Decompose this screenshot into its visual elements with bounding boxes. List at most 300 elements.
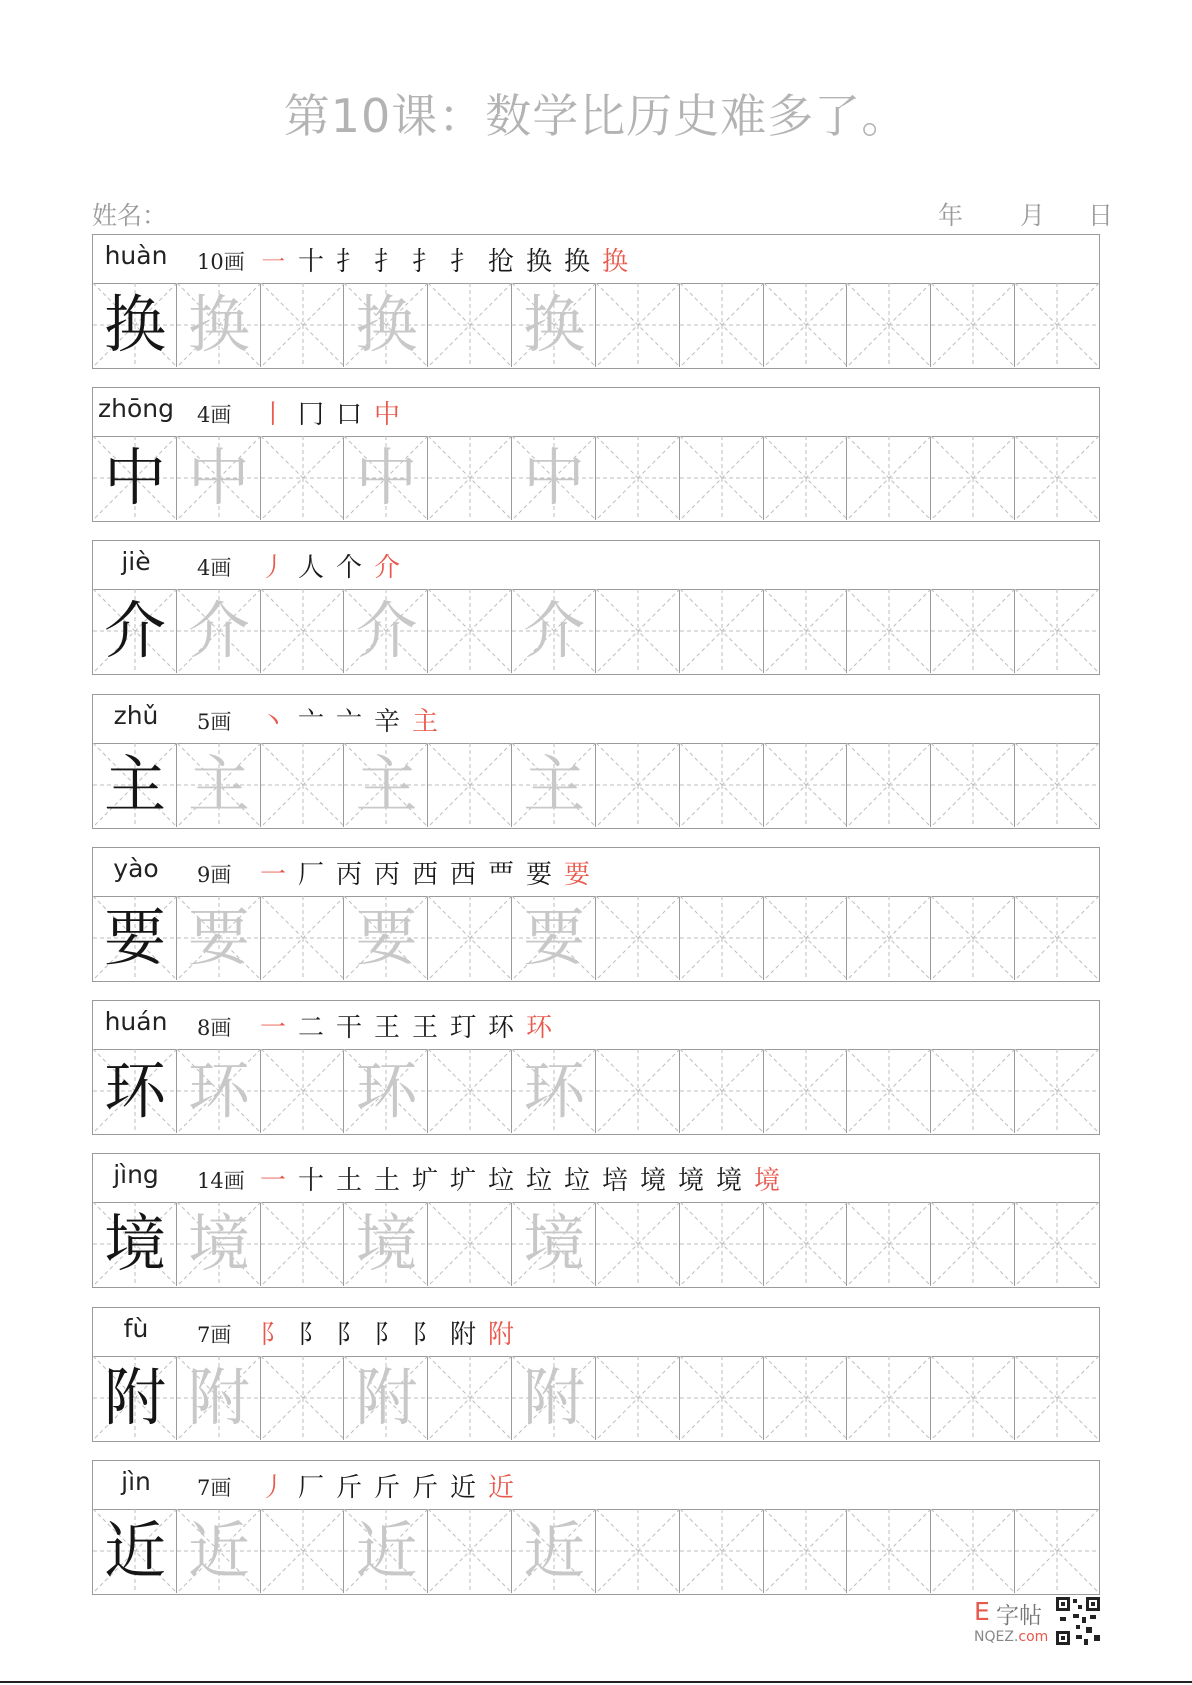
trace-character: 附 [187, 1361, 250, 1434]
stroke-step: 土 [335, 1165, 362, 1196]
writing-cell[interactable] [512, 589, 596, 673]
model-character: 介 [103, 594, 166, 667]
writing-cell[interactable] [512, 436, 596, 520]
stroke-step: 人 [297, 552, 324, 583]
trace-character: 主 [523, 748, 586, 821]
writing-cell[interactable] [1015, 1509, 1099, 1593]
stroke-order [259, 394, 401, 430]
mi-grid-guides [1015, 1509, 1099, 1593]
writing-cell[interactable] [428, 896, 512, 980]
trace-character: 换 [523, 288, 586, 361]
stroke-step: 境 [715, 1165, 742, 1196]
stroke-order [259, 1007, 553, 1043]
mi-grid-guides [428, 896, 512, 980]
stroke-step: 厂 [297, 1472, 324, 1503]
stroke-order [259, 1314, 515, 1350]
stroke-step: 圹 [411, 1165, 438, 1196]
mi-grid-guides [847, 896, 931, 980]
writing-cell[interactable] [596, 1356, 680, 1440]
writing-cell[interactable] [764, 283, 848, 367]
writing-cell[interactable] [93, 1202, 177, 1286]
stroke-step: 十 [297, 1165, 324, 1196]
writing-cell[interactable] [93, 896, 177, 980]
stroke-step: 斤 [335, 1472, 362, 1503]
trace-character: 中 [355, 441, 418, 514]
stroke-step: 附 [487, 1319, 514, 1350]
mi-grid-guides [764, 1509, 848, 1593]
trace-character: 主 [355, 748, 418, 821]
stroke-step: 一 [259, 1165, 286, 1196]
trace-character: 主 [187, 748, 250, 821]
writing-cell[interactable] [847, 1356, 931, 1440]
stroke-count-label: 7画 [197, 1323, 232, 1347]
stroke-order [259, 241, 629, 277]
writing-cell[interactable] [177, 1202, 261, 1286]
practice-row [92, 1460, 1100, 1595]
writing-cell[interactable] [428, 1356, 512, 1440]
practice-row [92, 847, 1100, 982]
logo-url-suffix: com [1018, 1629, 1049, 1645]
stroke-step: 环 [487, 1012, 514, 1043]
stroke-step: 阝 [259, 1319, 286, 1350]
mi-grid-guides [596, 436, 680, 520]
stroke-step: 抢 [487, 246, 514, 277]
stroke-step: 覀 [487, 859, 514, 890]
writing-cell[interactable] [1015, 1202, 1099, 1286]
writing-cell[interactable] [344, 436, 428, 520]
writing-cell[interactable] [680, 283, 764, 367]
logo-e: E [974, 1597, 990, 1626]
writing-cell[interactable] [1015, 283, 1099, 367]
mi-grid-guides [680, 436, 764, 520]
mi-grid-guides [261, 1202, 345, 1286]
writing-cell[interactable] [931, 1049, 1015, 1133]
writing-cell[interactable] [680, 1049, 764, 1133]
writing-cell[interactable] [931, 283, 1015, 367]
writing-cell[interactable] [344, 283, 428, 367]
stroke-step: 垃 [487, 1165, 514, 1196]
writing-cell[interactable] [596, 283, 680, 367]
trace-character: 要 [355, 901, 418, 974]
model-character: 附 [103, 1361, 166, 1434]
stroke-step: 丿 [259, 552, 286, 583]
stroke-step: 阝 [373, 1319, 400, 1350]
writing-cell[interactable] [1015, 1356, 1099, 1440]
mi-grid-guides [931, 1356, 1015, 1440]
stroke-order [259, 1160, 781, 1196]
mi-grid-guides [261, 1509, 345, 1593]
model-character: 要 [103, 901, 166, 974]
qr-code-icon [1056, 1597, 1100, 1645]
mi-grid-guides [764, 743, 848, 827]
writing-cell[interactable] [680, 1509, 764, 1593]
stroke-step: 主 [411, 706, 438, 737]
pinyin-label: huán [104, 1007, 168, 1036]
writing-grid [93, 1049, 1099, 1133]
trace-character: 要 [523, 901, 586, 974]
mi-grid-guides [261, 436, 345, 520]
mi-grid-guides [1015, 1202, 1099, 1286]
stroke-step: 王 [373, 1012, 400, 1043]
writing-cell[interactable] [428, 589, 512, 673]
writing-cell[interactable] [596, 1202, 680, 1286]
row-header [93, 848, 1099, 897]
mi-grid-guides [680, 589, 764, 673]
writing-cell[interactable] [596, 743, 680, 827]
row-header [93, 1001, 1099, 1050]
writing-cell[interactable] [764, 743, 848, 827]
writing-cell[interactable] [177, 436, 261, 520]
writing-cell[interactable] [764, 896, 848, 980]
mi-grid-guides [764, 1049, 848, 1133]
mi-grid-guides [261, 743, 345, 827]
writing-cell[interactable] [428, 1509, 512, 1593]
writing-cell[interactable] [847, 1049, 931, 1133]
mi-grid-guides [596, 1049, 680, 1133]
writing-cell[interactable] [764, 436, 848, 520]
writing-cell[interactable] [680, 1356, 764, 1440]
stroke-step: 换 [601, 246, 628, 277]
writing-cell[interactable] [931, 1509, 1015, 1593]
date-day-label: 日 [1088, 201, 1114, 230]
stroke-order [259, 1467, 515, 1503]
mi-grid-guides [428, 436, 512, 520]
stroke-count-label: 8画 [197, 1016, 232, 1040]
pinyin-label: jiè [121, 547, 151, 576]
mi-grid-guides [931, 743, 1015, 827]
writing-cell[interactable] [428, 743, 512, 827]
stroke-step: 一 [259, 1012, 286, 1043]
writing-cell[interactable] [764, 1356, 848, 1440]
writing-cell[interactable] [177, 1509, 261, 1593]
mi-grid-guides [1015, 589, 1099, 673]
writing-cell[interactable] [344, 1202, 428, 1286]
mi-grid-guides [1015, 743, 1099, 827]
writing-cell[interactable] [93, 1356, 177, 1440]
stroke-step: 阝 [335, 1319, 362, 1350]
mi-grid-guides [596, 1509, 680, 1593]
writing-cell[interactable] [596, 1049, 680, 1133]
writing-cell[interactable] [177, 743, 261, 827]
pinyin-label: jìn [121, 1467, 151, 1496]
mi-grid-guides [428, 283, 512, 367]
stroke-step: 一 [259, 859, 286, 890]
writing-cell[interactable] [764, 589, 848, 673]
stroke-step: 亠 [335, 706, 362, 737]
stroke-step: 王 [411, 1012, 438, 1043]
writing-cell[interactable] [512, 896, 596, 980]
mi-grid-guides [847, 1202, 931, 1286]
stroke-step: 西 [411, 859, 438, 890]
bottom-rule [0, 1681, 1192, 1683]
practice-row [92, 540, 1100, 675]
writing-cell[interactable] [93, 589, 177, 673]
stroke-step: 中 [373, 399, 400, 430]
stroke-step: 扌 [335, 246, 362, 277]
writing-cell[interactable] [931, 1202, 1015, 1286]
row-header [93, 388, 1099, 437]
pinyin-label: jìng [113, 1160, 159, 1189]
writing-cell[interactable] [764, 1509, 848, 1593]
mi-grid-guides [428, 1356, 512, 1440]
stroke-count-label: 9画 [197, 863, 232, 887]
mi-grid-guides [261, 1049, 345, 1133]
stroke-count-label: 5画 [197, 710, 232, 734]
writing-cell[interactable] [428, 1049, 512, 1133]
mi-grid-guides [596, 743, 680, 827]
writing-cell[interactable] [344, 589, 428, 673]
stroke-step: 冂 [297, 399, 324, 430]
writing-cell[interactable] [512, 743, 596, 827]
trace-character: 换 [187, 288, 250, 361]
mi-grid-guides [261, 1356, 345, 1440]
site-logo [974, 1597, 1104, 1649]
writing-cell[interactable] [261, 589, 345, 673]
writing-cell[interactable] [847, 896, 931, 980]
mi-grid-guides [428, 1202, 512, 1286]
writing-cell[interactable] [93, 436, 177, 520]
mi-grid-guides [847, 1509, 931, 1593]
stroke-step: 换 [525, 246, 552, 277]
logo-zitie: 字帖 [996, 1603, 1042, 1629]
trace-character: 附 [523, 1361, 586, 1434]
mi-grid-guides [680, 896, 764, 980]
writing-cell[interactable] [344, 743, 428, 827]
row-header [93, 1461, 1099, 1510]
stroke-count-label: 4画 [197, 403, 232, 427]
writing-cell[interactable] [1015, 589, 1099, 673]
mi-grid-guides [261, 589, 345, 673]
writing-cell[interactable] [1015, 743, 1099, 827]
stroke-order [259, 701, 439, 737]
stroke-step: 阝 [297, 1319, 324, 1350]
stroke-step: 扌 [411, 246, 438, 277]
trace-character: 介 [523, 594, 586, 667]
writing-cell[interactable] [344, 1049, 428, 1133]
writing-cell[interactable] [93, 1509, 177, 1593]
mi-grid-guides [764, 1202, 848, 1286]
stroke-step: 丶 [259, 706, 286, 737]
mi-grid-guides [596, 589, 680, 673]
writing-cell[interactable] [680, 1202, 764, 1286]
writing-cell[interactable] [261, 1356, 345, 1440]
practice-row [92, 1000, 1100, 1135]
date-month-label: 月 [1020, 201, 1046, 230]
mi-grid-guides [261, 283, 345, 367]
writing-cell[interactable] [847, 589, 931, 673]
writing-cell[interactable] [680, 896, 764, 980]
writing-grid [93, 589, 1099, 673]
model-character: 换 [103, 288, 166, 361]
writing-cell[interactable] [93, 283, 177, 367]
stroke-order [259, 547, 401, 583]
writing-cell[interactable] [428, 283, 512, 367]
mi-grid-guides [680, 283, 764, 367]
writing-grid [93, 1202, 1099, 1286]
mi-grid-guides [261, 896, 345, 980]
writing-cell[interactable] [596, 589, 680, 673]
writing-grid [93, 283, 1099, 367]
pinyin-label: huàn [104, 241, 168, 270]
stroke-count-label: 10画 [197, 250, 245, 274]
mi-grid-guides [596, 283, 680, 367]
mi-grid-guides [764, 436, 848, 520]
stroke-step: 要 [563, 859, 590, 890]
writing-cell[interactable] [596, 1509, 680, 1593]
writing-cell[interactable] [596, 896, 680, 980]
mi-grid-guides [680, 1202, 764, 1286]
stroke-step: 玎 [449, 1012, 476, 1043]
mi-grid-guides [931, 1202, 1015, 1286]
stroke-step: 介 [373, 552, 400, 583]
writing-cell[interactable] [764, 1202, 848, 1286]
name-label: 姓名： [92, 201, 168, 230]
writing-cell[interactable] [512, 1356, 596, 1440]
writing-cell[interactable] [1015, 1049, 1099, 1133]
mi-grid-guides [847, 436, 931, 520]
trace-character: 换 [355, 288, 418, 361]
writing-cell[interactable] [177, 896, 261, 980]
stroke-count-label: 4画 [197, 556, 232, 580]
mi-grid-guides [764, 589, 848, 673]
mi-grid-guides [680, 1509, 764, 1593]
trace-character: 近 [355, 1514, 418, 1587]
pinyin-label: zhōng [98, 394, 174, 423]
writing-grid [93, 743, 1099, 827]
model-character: 中 [103, 441, 166, 514]
writing-cell[interactable] [931, 436, 1015, 520]
mi-grid-guides [931, 1509, 1015, 1593]
mi-grid-guides [931, 436, 1015, 520]
writing-cell[interactable] [93, 743, 177, 827]
writing-cell[interactable] [680, 436, 764, 520]
writing-cell[interactable] [261, 743, 345, 827]
page-title: 第10课：数学比历史难多了。 [283, 89, 909, 143]
writing-cell[interactable] [512, 283, 596, 367]
trace-character: 中 [187, 441, 250, 514]
writing-grid [93, 436, 1099, 520]
writing-cell[interactable] [344, 896, 428, 980]
writing-cell[interactable] [847, 436, 931, 520]
logo-url-prefix: NQEZ. [974, 1629, 1019, 1645]
writing-cell[interactable] [1015, 896, 1099, 980]
writing-cell[interactable] [680, 743, 764, 827]
model-character: 近 [103, 1514, 166, 1587]
stroke-step: 圹 [449, 1165, 476, 1196]
model-character: 主 [103, 748, 166, 821]
writing-cell[interactable] [931, 1356, 1015, 1440]
pinyin-label: fù [123, 1314, 149, 1343]
pinyin-label: zhǔ [113, 701, 159, 730]
stroke-step: 干 [335, 1012, 362, 1043]
stroke-step: 近 [449, 1472, 476, 1503]
mi-grid-guides [1015, 283, 1099, 367]
stroke-step: 丿 [259, 1472, 286, 1503]
stroke-step: 斤 [411, 1472, 438, 1503]
trace-character: 附 [355, 1361, 418, 1434]
mi-grid-guides [1015, 436, 1099, 520]
stroke-step: 个 [335, 552, 362, 583]
writing-cell[interactable] [93, 1049, 177, 1133]
mi-grid-guides [764, 283, 848, 367]
model-character: 环 [103, 1054, 166, 1127]
practice-row [92, 1307, 1100, 1442]
writing-cell[interactable] [1015, 436, 1099, 520]
mi-grid-guides [428, 1049, 512, 1133]
stroke-step: 土 [373, 1165, 400, 1196]
writing-cell[interactable] [931, 896, 1015, 980]
writing-cell[interactable] [847, 1509, 931, 1593]
writing-cell[interactable] [931, 743, 1015, 827]
mi-grid-guides [847, 589, 931, 673]
mi-grid-guides [931, 589, 1015, 673]
writing-cell[interactable] [931, 589, 1015, 673]
writing-cell[interactable] [261, 283, 345, 367]
writing-cell[interactable] [512, 1202, 596, 1286]
writing-cell[interactable] [261, 1049, 345, 1133]
trace-character: 中 [523, 441, 586, 514]
writing-cell[interactable] [261, 896, 345, 980]
writing-cell[interactable] [764, 1049, 848, 1133]
writing-cell[interactable] [261, 1509, 345, 1593]
writing-cell[interactable] [177, 1356, 261, 1440]
writing-cell[interactable] [261, 436, 345, 520]
mi-grid-guides [1015, 1356, 1099, 1440]
mi-grid-guides [931, 283, 1015, 367]
practice-row [92, 694, 1100, 829]
model-character: 境 [103, 1207, 166, 1280]
stroke-step: 垃 [525, 1165, 552, 1196]
writing-cell[interactable] [512, 1509, 596, 1593]
stroke-step: 十 [297, 246, 324, 277]
practice-row [92, 1153, 1100, 1288]
stroke-count-label: 14画 [197, 1169, 245, 1193]
writing-cell[interactable] [596, 436, 680, 520]
mi-grid-guides [847, 743, 931, 827]
stroke-count-label: 7画 [197, 1476, 232, 1500]
practice-row [92, 387, 1100, 522]
stroke-step: 培 [601, 1165, 628, 1196]
writing-cell[interactable] [177, 283, 261, 367]
writing-cell[interactable] [512, 1049, 596, 1133]
writing-cell[interactable] [177, 1049, 261, 1133]
stroke-step: 西 [449, 859, 476, 890]
stroke-step: 丙 [373, 859, 400, 890]
trace-character: 近 [187, 1514, 250, 1587]
writing-cell[interactable] [344, 1509, 428, 1593]
mi-grid-guides [1015, 896, 1099, 980]
writing-cell[interactable] [177, 589, 261, 673]
pinyin-label: yào [113, 854, 159, 883]
writing-cell[interactable] [847, 743, 931, 827]
stroke-step: 斤 [373, 1472, 400, 1503]
writing-cell[interactable] [428, 436, 512, 520]
stroke-step: 扌 [373, 246, 400, 277]
row-header [93, 1154, 1099, 1203]
writing-cell[interactable] [261, 1202, 345, 1286]
writing-cell[interactable] [847, 1202, 931, 1286]
stroke-step: ㇐ [259, 246, 286, 277]
writing-cell[interactable] [344, 1356, 428, 1440]
stroke-order [259, 854, 591, 890]
mi-grid-guides [931, 1049, 1015, 1133]
writing-cell[interactable] [428, 1202, 512, 1286]
writing-cell[interactable] [847, 283, 931, 367]
stroke-step: 丙 [335, 859, 362, 890]
practice-row [92, 234, 1100, 369]
writing-cell[interactable] [680, 589, 764, 673]
mi-grid-guides [428, 743, 512, 827]
